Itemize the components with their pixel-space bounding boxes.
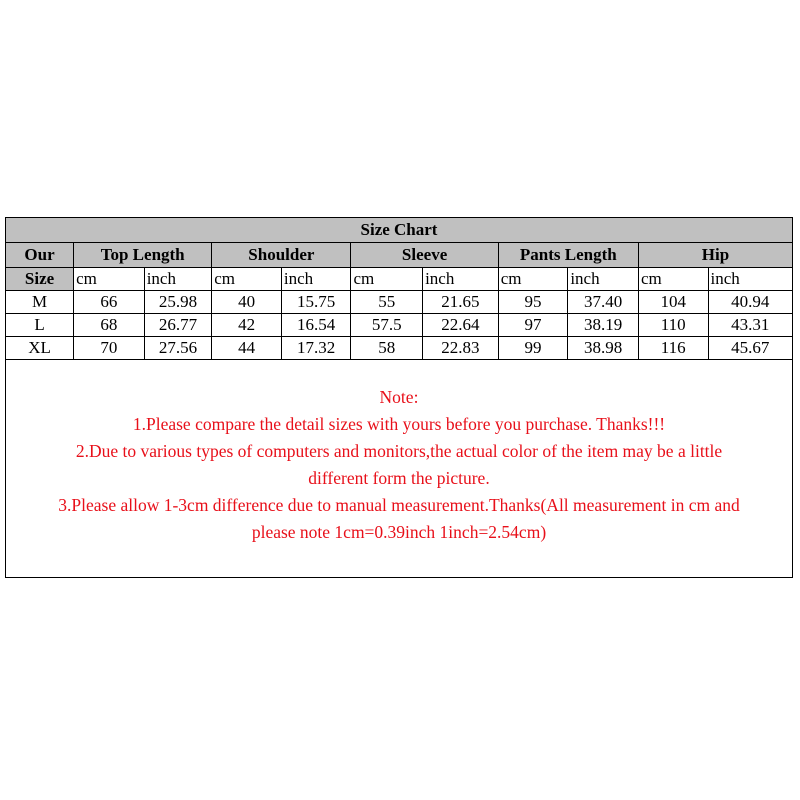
value-cell: 104 (638, 291, 708, 314)
unit-inch: inch (144, 268, 212, 291)
unit-cm: cm (498, 268, 568, 291)
value-cell: 15.75 (281, 291, 351, 314)
value-cell: 21.65 (423, 291, 499, 314)
value-cell: 116 (638, 337, 708, 360)
unit-inch: inch (708, 268, 792, 291)
note-line: different form the picture. (308, 468, 490, 488)
group-header-hip: Hip (638, 243, 792, 268)
value-cell: 22.83 (423, 337, 499, 360)
value-cell: 95 (498, 291, 568, 314)
group-header-shoulder: Shoulder (212, 243, 351, 268)
value-cell: 97 (498, 314, 568, 337)
value-cell: 55 (351, 291, 423, 314)
value-cell: 42 (212, 314, 282, 337)
table-row (6, 337, 792, 360)
value-cell: 40 (212, 291, 282, 314)
value-cell: 22.64 (423, 314, 499, 337)
group-header-top-length: Top Length (74, 243, 212, 268)
unit-inch: inch (423, 268, 499, 291)
notes-section (6, 360, 792, 546)
value-cell: 40.94 (708, 291, 792, 314)
value-cell: 110 (638, 314, 708, 337)
table-row (6, 314, 792, 337)
value-cell: 43.31 (708, 314, 792, 337)
value-cell: 27.56 (144, 337, 212, 360)
value-cell: 70 (74, 337, 145, 360)
value-cell: 16.54 (281, 314, 351, 337)
value-cell: 57.5 (351, 314, 423, 337)
group-header-pants-length: Pants Length (498, 243, 638, 268)
unit-cm: cm (212, 268, 282, 291)
value-cell: 26.77 (144, 314, 212, 337)
value-cell: 38.19 (568, 314, 639, 337)
size-cell: L (6, 314, 74, 337)
value-cell: 38.98 (568, 337, 639, 360)
unit-inch: inch (281, 268, 351, 291)
value-cell: 17.32 (281, 337, 351, 360)
unit-cm: cm (74, 268, 145, 291)
size-cell: XL (6, 337, 74, 360)
group-header-sleeve: Sleeve (351, 243, 498, 268)
value-cell: 58 (351, 337, 423, 360)
size-header-bottom: Size (6, 268, 74, 291)
note-line: 3.Please allow 1-3cm difference due to manual measurement.Thanks(All measurement in cm and (58, 495, 740, 515)
value-cell: 25.98 (144, 291, 212, 314)
chart-title: Size Chart (6, 218, 792, 243)
note-line: 1.Please compare the detail sizes with yours before you purchase. Thanks!!! (132, 414, 666, 434)
note-line: 2.Due to various types of computers and monitors,the actual color of the item may be a little (75, 441, 723, 461)
value-cell: 68 (74, 314, 145, 337)
unit-cm: cm (638, 268, 708, 291)
note-line: please note 1cm=0.39inch 1inch=2.54cm) (251, 522, 547, 542)
value-cell: 66 (74, 291, 145, 314)
size-cell: M (6, 291, 74, 314)
table-row (6, 291, 792, 314)
size-table (6, 218, 792, 360)
size-chart (5, 217, 793, 578)
value-cell: 44 (212, 337, 282, 360)
notes-heading: Note: (379, 387, 419, 407)
value-cell: 37.40 (568, 291, 639, 314)
unit-inch: inch (568, 268, 639, 291)
unit-cm: cm (351, 268, 423, 291)
value-cell: 45.67 (708, 337, 792, 360)
size-header-top: Our (6, 243, 74, 268)
value-cell: 99 (498, 337, 568, 360)
